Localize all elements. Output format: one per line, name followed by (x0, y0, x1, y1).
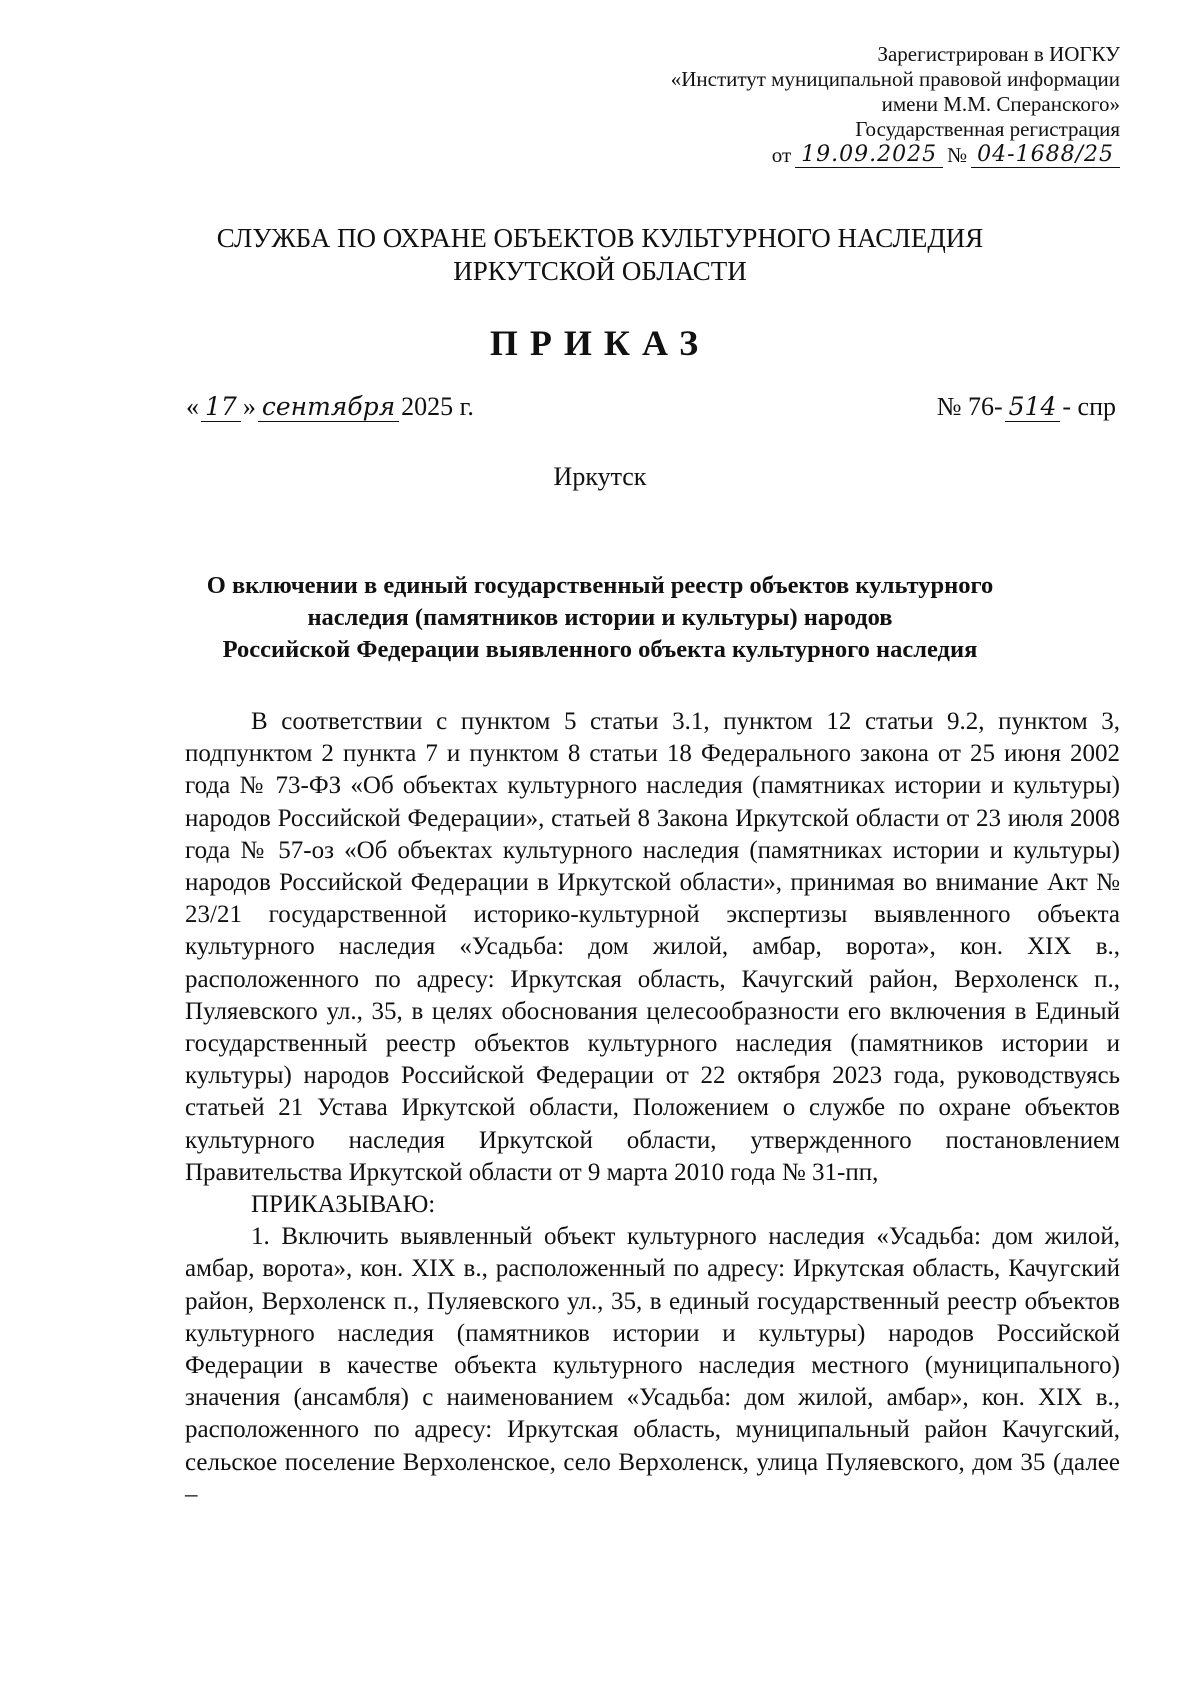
date-close-quote: » (242, 392, 256, 421)
agency-name (0, 222, 1200, 288)
order-number-prefix: № 76- (936, 392, 1003, 421)
registration-from-label: от (771, 143, 792, 167)
city-name: Иркутск (553, 462, 647, 491)
registration-date: 19.09.2025 (795, 142, 943, 168)
title-line-3: Российской Федерации выявленного объекта культурного наследия (222, 636, 978, 663)
title-line-2: наследия (памятников истории и культуры) народов (307, 604, 893, 631)
date-open-quote: « (186, 392, 199, 421)
order-date (186, 392, 474, 422)
agency-line-2: ИРКУТСКОЙ ОБЛАСТИ (453, 256, 747, 286)
registration-number-label: № (947, 143, 968, 167)
order-number-handwritten: 514 (1005, 392, 1061, 422)
preamble-paragraph: В соответствии с пунктом 5 статьи 3.1, пунктом 12 статьи 9.2, пунктом 3, подпунктом 2 пункта 7 и пунктом 8 статьи 18 Федерального закона от 25 июня 2002 года № 73-ФЗ «Об объектах культурного наследия (памятниках истории и культуры) народов Российской Федерации», статьей 8 Закона Иркутской области от 23 июля 2008 года № 57-оз «Об объектах культурного наследия (памятниках истории и культуры) народов Российской Федерации в Иркутской области», принимая во внимание Акт № 23/21 государственной историко-культурной экспертизы выявленного объекта культурного наследия «Усадьба: дом жилой, амбар, ворота», кон. XIX в., расположенного по адресу: Иркутская область, Качугский район, Верхоленск п., Пуляевского ул., 35, в целях обоснования целесообразности его включения в Единый государственный реестр объектов культурного наследия (памятников истории и культуры) народов Российской Федерации от 22 октября 2023 года, руководствуясь статьей 21 Устава Иркутской области, Положением о службе по охране объектов культурного наследия Иркутской области, утвержденного постановлением Правительства Иркутской области от 9 марта 2010 года № 31-пп, (185, 708, 1120, 1186)
order-word: ПРИКАЗЫВАЮ: (251, 1191, 436, 1219)
document-body (185, 706, 1120, 1511)
registration-date-number (600, 142, 1120, 168)
order-item-1: 1. Включить выявленный объект культурного наследия «Усадьба: дом жилой, амбар, ворота», кон. XIX в., расположенный по адресу: Иркутская область, Качугский район, Верхоленск п., Пуляевского ул., 35, в единый государственный реестр объектов культурного наследия (памятников истории и культуры) народов Российской Федерации в качестве объекта культурного наследия местного (муниципального) значения (ансамбля) с наименованием «Усадьба: дом жилой, амбар», кон. XIX в., расположенного по адресу: Иркутская область, муниципальный район Качугский, сельское поселение Верхоленское, село Верхоленск, улица Пуляевского, дом 35 (далее – (185, 1223, 1120, 1508)
registration-line-2: «Институт муниципальной правовой информации (670, 67, 1120, 91)
order-date-number-row (186, 392, 1116, 422)
registration-number: 04-1688/25 (971, 142, 1120, 168)
registration-line-4: Государственная регистрация (855, 117, 1120, 141)
date-day: 17 (201, 392, 241, 422)
date-year: 2025 г. (401, 392, 474, 421)
registration-line-1: Зарегистрирован в ИОГКУ (877, 42, 1120, 66)
registration-stamp (600, 42, 1120, 168)
title-line-1: О включении в единый государственный реестр объектов культурного (206, 572, 994, 599)
registration-line-3: имени М.М. Сперанского» (881, 92, 1120, 116)
order-number-suffix: - спр (1062, 392, 1116, 421)
order-number (937, 392, 1116, 422)
document-type-heading: ПРИКАЗ (489, 323, 711, 363)
date-month: сентября (258, 392, 399, 422)
document-title (180, 570, 1020, 666)
agency-line-1: СЛУЖБА ПО ОХРАНЕ ОБЪЕКТОВ КУЛЬТУРНОГО НАСЛЕДИЯ (216, 223, 984, 253)
